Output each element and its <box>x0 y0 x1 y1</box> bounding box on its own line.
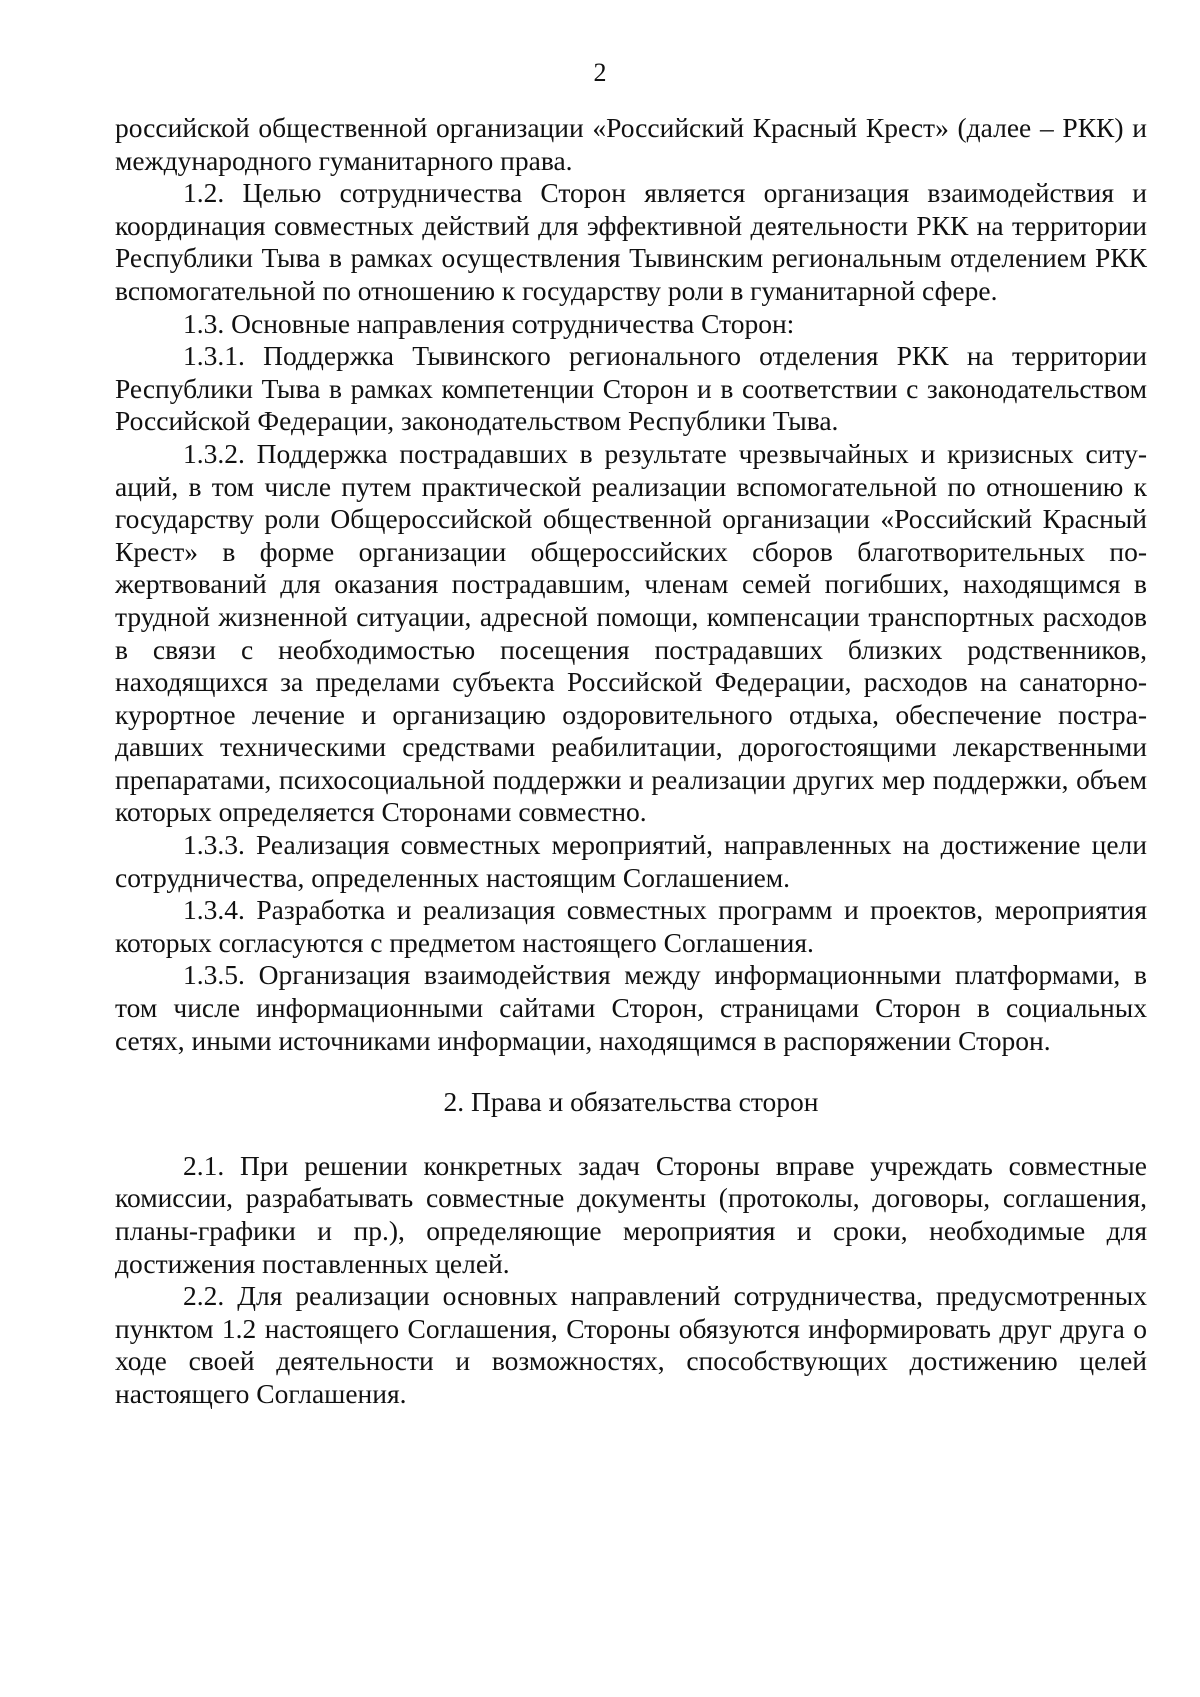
paragraph-1-3-5: 1.3.5. Организация взаимодействия между информационными платформами, в том числе информационными сайтами Сторон, страницами Сторон в социальных сетях, иными источниками информации, находящимся в распоряжении Сторон. <box>115 959 1147 1056</box>
paragraph-1-3-1: 1.3.1. Поддержка Тывинского регионального отделения РКК на территории Республики Тыва в рамках компетенции Сторон и в соответствии с законодательством Российской Федерации, законодательством Республики Тыва. <box>115 340 1147 437</box>
paragraph-1-3-3: 1.3.3. Реализация совместных мероприятий, направленных на достижение цели сотрудничества, определенных настоящим Соглашением. <box>115 829 1147 893</box>
document-body <box>115 112 1147 1411</box>
paragraph-1-3-2: 1.3.2. Поддержка пострадавших в результате чрезвычайных и кризисных ситуаций, в том числе путем практической реализации вспомогательной по отношению к государству роли Общероссийской общественной организации «Российский Красный Крест» в форме организации общероссийских сборов благотворительных пожертвований для оказания пострадавшим, членам семей погибших, находящимся в трудной жизненной ситуации, адресной помощи, компенсации транспортных расходов в связи с необходимостью посещения пострадавших близких родственников, находящихся за пределами субъекта Российской Федерации, расходов на санаторно-курортное лечение и организацию оздоровительного отдыха, обеспечение пострадавших техническими средствами реабилитации, дорогостоящими лекарственными препаратами, психосоциальной поддержки и реализации других мер поддержки, объем которых определяется Сторонами совместно. <box>115 437 1147 828</box>
paragraph-2-2: 2.2. Для реализации основных направлений сотрудничества, предусмотренных пунктом 1.2 настоящего Соглашения, Стороны обязуются информировать друг друга о ходе своей деятельности и возможностях, способствующих достижению целей настоящего Соглашения. <box>115 1280 1147 1409</box>
paragraph-continuation: российской общественной организации «Российский Красный Крест» (далее – РКК) и международного гуманитарного права. <box>115 112 1147 176</box>
paragraph-2-1: 2.1. При решении конкретных задач Стороны вправе учреждать совместные комиссии, разрабатывать совместные документы (протоколы, договоры, соглашения, планы-графики и пр.), определяющие мероприятия и сроки, необходимые для достижения поставленных целей. <box>115 1149 1147 1279</box>
section-heading: 2. Права и обязательства сторон <box>443 1086 819 1118</box>
paragraph-1-3: 1.3. Основные направления сотрудничества Сторон: <box>183 307 795 339</box>
paragraph-1-2: 1.2. Целью сотрудничества Сторон является организация взаимодействия и координация совместных действий для эффективной деятельности РКК на территории Республики Тыва в рамках осуществления Тывинским региональным отделением РКК вспомогательной по отношению к государству роли в гуманитарной сфере. <box>115 177 1147 306</box>
page-number: 2 <box>593 58 607 87</box>
paragraph-1-3-4: 1.3.4. Разработка и реализация совместных программ и проектов, мероприятия которых согласуются с предметом настоящего Соглашения. <box>115 894 1147 958</box>
